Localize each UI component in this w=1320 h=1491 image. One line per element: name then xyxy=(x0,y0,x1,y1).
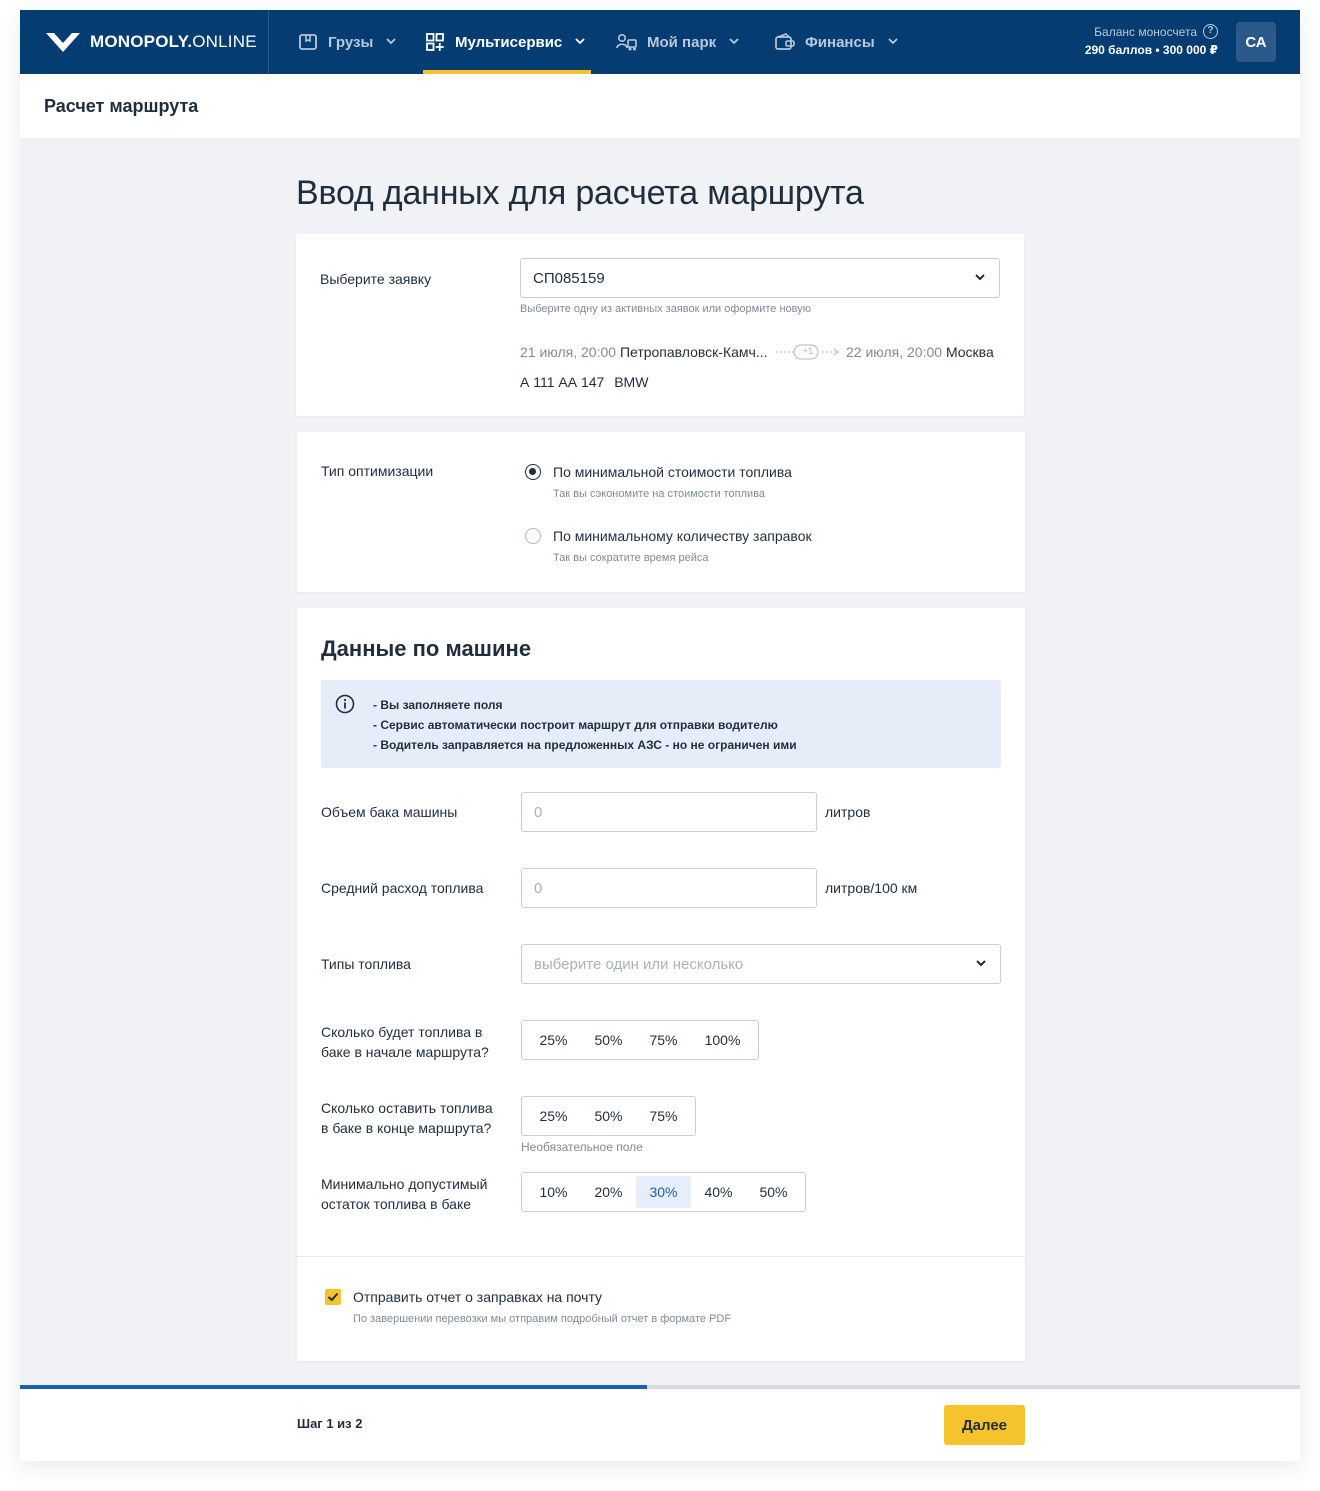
end-fuel-label-line: в баке в конце маршрута? xyxy=(321,1120,492,1136)
step-indicator: Шаг 1 из 2 xyxy=(297,1416,363,1431)
min-fuel-label-line: Минимально допустимый xyxy=(321,1176,488,1192)
route-from xyxy=(520,344,768,360)
min-fuel-option[interactable]: 20% xyxy=(594,1184,623,1200)
option-min-cost-hint: Так вы сэкономите на стоимости топлива xyxy=(553,488,766,500)
start-fuel-option[interactable]: 100% xyxy=(704,1032,741,1048)
logo-text-light: ONLINE xyxy=(192,32,257,51)
order-select-value: СП085159 xyxy=(533,269,605,287)
nav-item-fleet[interactable] xyxy=(616,10,739,74)
fuel-types-select[interactable] xyxy=(521,944,1001,984)
start-fuel-option[interactable]: 50% xyxy=(594,1032,623,1048)
order-label: Выберите заявку xyxy=(320,271,432,287)
vehicle-card xyxy=(297,608,1025,1361)
nav-item-label: Финансы xyxy=(805,33,875,51)
nav-item-finance[interactable] xyxy=(774,10,898,74)
avatar[interactable]: СА xyxy=(1236,22,1276,62)
nav-item-label: Грузы xyxy=(328,33,374,51)
option-min-cost-title[interactable]: По минимальной стоимости топлива xyxy=(553,464,792,480)
end-fuel-label xyxy=(321,1098,493,1138)
vehicle-plate: А 111 АА 147 xyxy=(520,374,605,390)
min-fuel-option[interactable]: 40% xyxy=(704,1184,733,1200)
route-to-date: 22 июля, 20:00 xyxy=(846,344,943,360)
end-fuel-option[interactable]: 50% xyxy=(594,1108,623,1124)
order-card xyxy=(296,234,1024,416)
report-hint: По завершении перевозки мы отправим подробный отчет в формате PDF xyxy=(353,1313,732,1325)
nav-divider xyxy=(268,10,269,74)
optimization-label: Тип оптимизации xyxy=(321,463,434,479)
end-fuel-hint: Необязательное поле xyxy=(521,1140,643,1154)
radio-min-stops[interactable] xyxy=(525,528,541,544)
nav-item-multiservice[interactable] xyxy=(424,10,585,74)
logo-text-bold: MONOPOLY. xyxy=(90,32,193,51)
fuel-types-label: Типы топлива xyxy=(321,956,411,972)
fuel-types-placeholder: выберите один или несколько xyxy=(534,955,744,973)
end-fuel-label-line: Сколько оставить топлива xyxy=(321,1100,493,1116)
logo[interactable] xyxy=(44,10,257,74)
top-navigation xyxy=(20,10,1300,74)
info-line: - Сервис автоматически построит маршрут для отправки водителю xyxy=(373,718,778,732)
start-fuel-label xyxy=(321,1022,489,1062)
start-fuel-segmented xyxy=(521,1020,759,1060)
info-line: - Вы заполняете поля xyxy=(373,698,503,712)
order-hint: Выберите одну из активных заявок или оформите новую xyxy=(520,303,812,315)
next-button[interactable]: Далее xyxy=(944,1405,1025,1445)
chevron-down-icon xyxy=(976,958,986,968)
min-fuel-label xyxy=(321,1174,487,1214)
end-fuel-segmented xyxy=(521,1096,696,1136)
optimization-card xyxy=(297,432,1025,592)
info-box xyxy=(321,680,1001,768)
chevron-down-icon xyxy=(975,272,985,282)
logo-mark-icon xyxy=(44,29,82,55)
multiservice-grid-icon xyxy=(424,31,446,53)
min-fuel-segmented xyxy=(521,1172,806,1212)
chevron-down-icon xyxy=(888,37,898,48)
fleet-icon xyxy=(616,31,638,53)
report-label[interactable]: Отправить отчет о заправках на почту xyxy=(353,1289,603,1305)
info-icon xyxy=(335,694,355,714)
section-divider xyxy=(297,1256,1025,1257)
cargo-box-icon xyxy=(297,31,319,53)
form-title: Ввод данных для расчета маршрута xyxy=(296,174,864,212)
min-fuel-option[interactable]: 50% xyxy=(759,1184,788,1200)
balance-label: Баланс моносчета xyxy=(1094,24,1197,39)
balance-widget[interactable] xyxy=(1085,24,1218,57)
chevron-down-icon xyxy=(729,37,739,48)
vehicle-summary xyxy=(520,374,648,390)
start-fuel-label-line: Сколько будет топлива в xyxy=(321,1024,483,1040)
min-fuel-option-selected[interactable]: 30% xyxy=(636,1176,691,1208)
page-title: Расчет маршрута xyxy=(44,96,199,116)
min-fuel-option[interactable]: 10% xyxy=(539,1184,568,1200)
tank-volume-unit: литров xyxy=(825,804,871,820)
order-select[interactable] xyxy=(520,258,1000,298)
end-fuel-option[interactable]: 75% xyxy=(649,1108,678,1124)
vehicle-section-title: Данные по машине xyxy=(321,636,532,661)
option-min-stops-title[interactable]: По минимальному количеству заправок xyxy=(553,528,812,544)
checkmark-icon xyxy=(325,1289,341,1305)
route-to xyxy=(846,344,994,360)
nav-item-label: Мультисервис xyxy=(455,33,563,51)
consumption-unit: литров/100 км xyxy=(825,880,918,896)
info-line: - Водитель заправляется на предложенных АЗС - но не ограничен ими xyxy=(373,738,797,752)
tank-volume-label: Объем бака машины xyxy=(321,804,458,820)
vehicle-brand: BMW xyxy=(614,374,649,390)
tank-volume-input[interactable]: 0 xyxy=(521,792,817,832)
start-fuel-option[interactable]: 75% xyxy=(649,1032,678,1048)
finance-wallet-icon xyxy=(774,31,796,53)
route-from-date: 21 июля, 20:00 xyxy=(520,344,617,360)
page-header xyxy=(20,74,1300,138)
min-fuel-label-line: остаток топлива в баке xyxy=(321,1196,472,1212)
app-window xyxy=(20,10,1300,1461)
balance-value: 290 баллов • 300 000 ₽ xyxy=(1084,43,1218,57)
start-fuel-option[interactable]: 25% xyxy=(539,1032,568,1048)
nav-item-cargo[interactable] xyxy=(297,10,396,74)
route-stops-badge: +1 xyxy=(802,346,814,356)
end-fuel-option[interactable]: 25% xyxy=(539,1108,568,1124)
consumption-input[interactable]: 0 xyxy=(521,868,817,908)
start-fuel-label-line: баке в начале маршрута? xyxy=(321,1044,489,1060)
route-to-city: Москва xyxy=(945,344,994,360)
chevron-down-icon xyxy=(386,37,396,48)
consumption-label: Средний расход топлива xyxy=(321,880,484,896)
radio-min-cost[interactable] xyxy=(525,464,541,480)
route-from-city: Петропавловск-Камч... xyxy=(619,344,768,360)
chevron-down-icon xyxy=(575,37,585,48)
report-checkbox[interactable] xyxy=(325,1289,341,1305)
help-icon[interactable]: ? xyxy=(1203,24,1218,39)
option-min-stops-hint: Так вы сократите время рейса xyxy=(553,552,709,564)
nav-item-label: Мой парк xyxy=(647,33,717,51)
footer-bar xyxy=(20,1389,1300,1461)
